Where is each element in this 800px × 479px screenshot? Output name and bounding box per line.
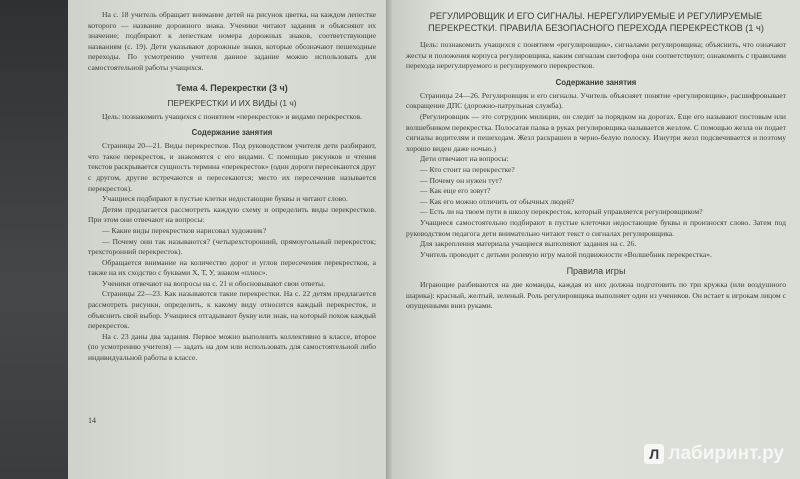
right-body — [406, 91, 786, 261]
body-paragraph: — Почему он нужен тут? — [420, 175, 502, 185]
body-paragraph: Ученики отвечают на вопросы на с. 21 и обосновывают свои ответы. — [102, 278, 326, 288]
theme-title: Тема 4. Перекрестки (3 ч) — [176, 82, 288, 93]
body-paragraph: На с. 23 даны два задания. Первое можно выполнить коллективно в классе, второе (по усмотрению учителя) — задать на дом или использовать для самостоятельной либо индивидуальной работы в классе. — [88, 331, 376, 363]
body-paragraph: — Почему они так называются? (четырехсторонний, прямоугольный перекресток; трехсторонний перекресток). — [88, 236, 376, 257]
left-body — [88, 141, 376, 363]
body-paragraph: Страницы 24—26. Регулировщик и его сигналы. Учитель объясняет понятие «регулировщик», расшифровывает сокращение ДПС (дорожно-патрульная служба). — [406, 90, 786, 111]
body-paragraph: Обращается внимание на количество дорог и углов пересечения перекрестков, а также на их сходство с буквами Х, Т, У, знаком «плюс». — [88, 257, 376, 278]
body-paragraph: Детям предлагается рассмотреть каждую схему и определить виды перекрестков. При этом они отвечают на вопросы: — [88, 204, 376, 225]
right-goal: Цель: познакомить учащихся с понятием «регулировщик», сигналами регулировщика; объяснить, что означают жесты и положения корпуса регулировщика, каким сигналам светофора они соответствуют; ознакомить с правилами перехода нерегулируемого и регулируемого перекрестков. — [406, 40, 786, 71]
body-paragraph: Для закрепления материала учащиеся выполняют задания на с. 26. — [420, 239, 637, 249]
body-paragraph: Дети отвечают на вопросы: — [420, 154, 509, 164]
body-paragraph: — Кто стоит на перекрестке? — [420, 164, 515, 174]
labirint-logo-icon: Л — [644, 444, 664, 464]
right-content-heading: Содержание занятия — [555, 77, 637, 87]
left-intro — [88, 10, 376, 74]
rules-heading: Правила игры — [566, 266, 626, 277]
body-paragraph: — Какие виды перекрестков нарисовал художник? — [102, 225, 267, 235]
body-paragraph: (Регулировщик — это сотрудник милиции, он следит за порядком на дорогах. Еще его называют постовым или волшебником перекрестка. Полосатая палка в руках регулировщика называется жезлом. С помощью жезла он подает сигналы водителям и пешеходам. Жезл раскрашен в черно-белую полоску. Изнутри жезл подсвечивается и поэтому хорошо виден даже ночью.) — [406, 111, 786, 153]
intro-paragraph: На с. 18 учитель обращает внимание детей на рисунок цветка, на каждом лепестке которого — название дорожного знака. Ученики читают задания и объясняют их значение; подбирают к лепесткам номера дорожных знаков, соответствующие названиям (с. 19). Дети указывают дорожные знаки, которые обозначают пешеходные переходы. По усмотрению учителя данное задание можно использовать для самостоятельной работы учащихся. — [88, 10, 376, 72]
body-paragraph: Учитель проводит с детьми ролевую игру малой подвижности «Волшебник перекрестка». — [420, 249, 712, 259]
body-paragraph: Страницы 20—21. Виды перекрестков. Под руководством учителя дети разбирают, что такое перекресток, и знакомятся с его видами. С помощью рисунков и чтения текстов раскрывается сущность термина «перекресток» (одни дороги пересекаются друг с другом, другие встречаются и пересекаются; место их пересечения называется перекресток). — [88, 141, 376, 193]
body-paragraph: Учащиеся самостоятельно подбирают в пустые клеточки недостающие буквы и произносят слово. Затем под руководством педагога дети внимательно читают текст о сигналах регулировщика. — [406, 217, 786, 238]
rules-paragraph: Играющие разбиваются на две команды, каждая из них должна подготовить по три кружка (или воздушного шарика): красный, желтый, зеленый. Роль регулировщика выполняет один из учеников. Он встает к игрокам лицом с опущенными вниз руками. — [406, 280, 786, 311]
left-goal: Цель: познакомить учащихся с понятием «перекресток» и видами перекрестков. — [102, 111, 363, 121]
right-section-title: РЕГУЛИРОВЩИК И ЕГО СИГНАЛЫ. НЕРЕГУЛИРУЕМЫЕ И РЕГУЛИРУЕМЫЕ ПЕРЕКРЕСТКИ. ПРАВИЛА БЕЗОПАСНОГО ПЕРЕХОДА ПЕРЕКРЕСТКОВ (1 ч) — [428, 11, 764, 33]
left-content-heading: Содержание занятия — [191, 128, 273, 138]
body-paragraph: Учащиеся подбирают в пустые клетки недостающие буквы и читают слово. — [102, 194, 348, 204]
body-paragraph: — Как еще его зовут? — [420, 186, 491, 196]
watermark — [644, 443, 784, 465]
watermark-text: лабиринт.ру — [668, 443, 784, 464]
left-page — [68, 0, 390, 479]
left-section-title: ПЕРЕКРЕСТКИ И ИХ ВИДЫ (1 ч) — [167, 97, 297, 108]
right-page — [392, 0, 800, 479]
body-paragraph: Страницы 22—23. Как называются такие перекрестки. На с. 22 детям предлагается рассмотреть рисунки, определить, к какому виду относится каждый перекресток, и объяснить свой выбор. Учащиеся отгадывают букву или знак, на который похож каждый перекресток. — [88, 289, 376, 331]
body-paragraph: — Есть ли на твоем пути в школу перекресток, который управляется регулировщиком? — [420, 207, 703, 217]
page-number: 14 — [88, 416, 96, 425]
body-paragraph: — Как его можно отличить от обычных людей? — [420, 196, 575, 206]
